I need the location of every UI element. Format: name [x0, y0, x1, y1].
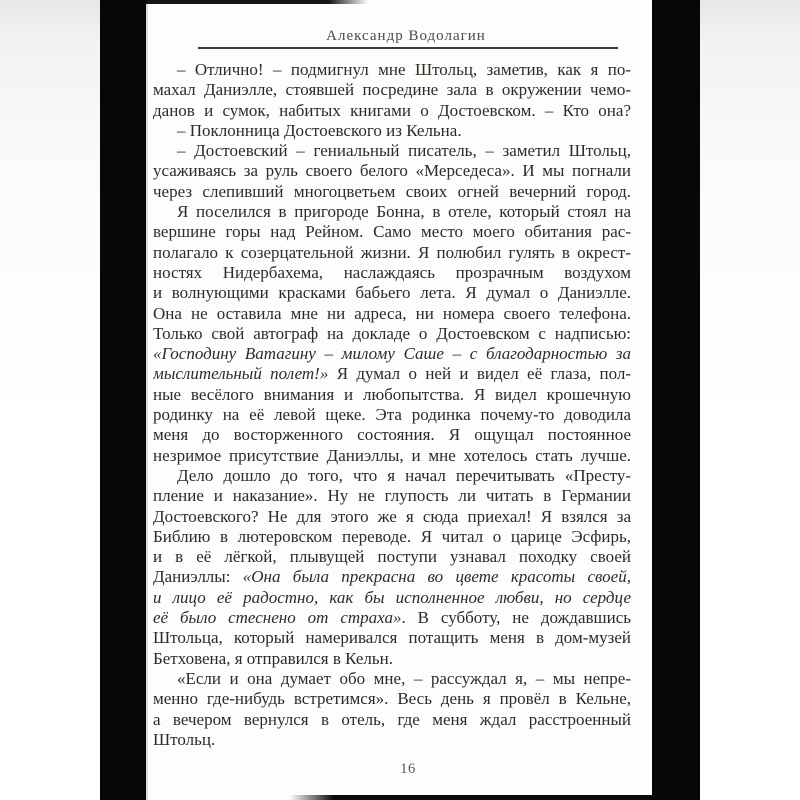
text-segment: через слепивший многоцветьем своих огней вечерний город. [153, 181, 631, 201]
text-segment: «Если и она думает обо мне, – рассуждал я, – мы непре- [177, 668, 631, 688]
text-segment: Штольца, который намеривался потащить меня в дом-музей [153, 628, 631, 648]
text-line [153, 202, 631, 222]
text-line [153, 243, 631, 263]
text-segment: данов и сумок, набитых книгами о Достоевском. – Кто она? [153, 100, 631, 120]
text-line [153, 222, 631, 242]
text-segment: и волнующими красками бабьего лета. Я думал о Даниэлле. [153, 283, 631, 303]
text-line [153, 689, 631, 709]
header-rule [198, 47, 618, 49]
text-segment: меня до восторженного состояния. Я ощущал постоянное [153, 425, 631, 445]
italic-text-segment: «Она была прекрасна во цвете красоты своей, [242, 567, 631, 587]
italic-text-segment: мыслительный полет!» [153, 364, 329, 384]
text-segment: Библию в лютеровском переводе. Я читал о царице Эсфирь, [153, 526, 631, 546]
running-header: Александр Водолагин [326, 28, 486, 44]
text-line [153, 182, 631, 202]
text-line [153, 649, 631, 669]
text-line [153, 60, 631, 80]
text-segment: Она не оставила мне ни адреса, ни номера своего телефона. [153, 303, 631, 323]
text-line [153, 567, 631, 587]
text-segment: Штольц. [153, 729, 216, 749]
text-segment: вершине горы над Рейном. Само место моего обитания рас- [153, 222, 631, 242]
text-line [153, 588, 631, 608]
text-line [153, 507, 631, 527]
text-line [153, 324, 631, 344]
text-line [153, 710, 631, 730]
text-line [153, 161, 631, 181]
text-line [153, 425, 631, 445]
text-segment: а вечером вернулся в отель, где меня ждал расстроенный [153, 709, 631, 729]
book-page [146, 0, 652, 800]
page-edge-seam [146, 0, 148, 800]
body-text [153, 60, 631, 750]
text-line [153, 263, 631, 283]
text-segment: – Поклонница Достоевского из Кельна. [177, 120, 462, 140]
text-segment: родинку на её левой щеке. Эта родинка почему-то доводила [153, 405, 631, 425]
text-segment: ные весёлого внимания и любопытства. Я видел крошечную [153, 384, 631, 404]
text-segment: махал Даниэлле, стоявшей посредине зала в окружении чемо- [153, 80, 631, 100]
text-line [153, 141, 631, 161]
text-line [153, 101, 631, 121]
text-line [153, 304, 631, 324]
text-line [153, 80, 631, 100]
text-segment: незримое присутствие Даниэллы, и мне хотелось стать лучше. [153, 445, 631, 465]
text-line [153, 669, 631, 689]
text-line [153, 527, 631, 547]
text-segment: и в её лёгкой, плывущей поступи узнавал походку своей [153, 547, 631, 567]
text-segment: Только свой автограф на докладе о Достоевском с надписью: [153, 323, 631, 343]
text-segment: – Достоевский – гениальный писатель, – заметил Штольц, [177, 141, 631, 161]
backdrop-sliver-top [146, 0, 368, 4]
text-segment: менно где-нибудь встретимся». Весь день я провёл в Кельне, [153, 689, 631, 709]
text-segment: Бетховена, я отправился в Кельн. [153, 648, 393, 668]
backdrop-black-bar-left [100, 0, 146, 800]
text-line [153, 405, 631, 425]
text-segment: ностях Нидербахема, наслаждаясь прозрачным воздухом [153, 262, 631, 282]
backdrop-black-bar-right [652, 0, 700, 800]
text-segment: Я поселился в пригороде Бонна, в отеле, который стоял на [177, 202, 631, 222]
text-segment: Достоевского? Не для этого же я сюда приехал! Я взялся за [153, 506, 631, 526]
text-segment: Я думал о ней и видел её глаза, пол- [328, 364, 631, 384]
text-segment: усаживаясь за руль своего белого «Мерседеса». И мы погнали [153, 161, 631, 181]
text-line [153, 547, 631, 567]
text-line [153, 628, 631, 648]
italic-text-segment: и лицо её радостно, как бы исполненное любви, но сердце [153, 587, 631, 607]
text-line [153, 283, 631, 303]
text-segment: – Отлично! – подмигнул мне Штольц, заметив, как я по- [177, 60, 631, 79]
text-line [153, 466, 631, 486]
text-line [153, 486, 631, 506]
text-line [153, 121, 631, 141]
text-line [153, 730, 631, 750]
page-number: 16 [400, 761, 416, 777]
italic-text-segment: «Господину Ватагину – милому Саше – с благодарностью за [153, 344, 631, 364]
text-segment: Даниэллы: [153, 567, 243, 587]
backdrop-sliver-bottom [290, 795, 652, 800]
text-line [153, 608, 631, 628]
text-segment: полагало к созерцательной жизни. Я полюбил гулять в окрест- [153, 242, 631, 262]
text-line [153, 364, 631, 384]
text-line [153, 344, 631, 364]
text-segment: пление и наказание». Ну не глупость ли читать в Германии [153, 486, 631, 506]
text-line [153, 446, 631, 466]
text-line [153, 385, 631, 405]
text-segment: . В субботу, не дождавшись [401, 608, 631, 628]
text-segment: Дело дошло до того, что я начал перечитывать «Престу- [177, 465, 631, 485]
italic-text-segment: её было стеснено от страха» [153, 608, 402, 628]
